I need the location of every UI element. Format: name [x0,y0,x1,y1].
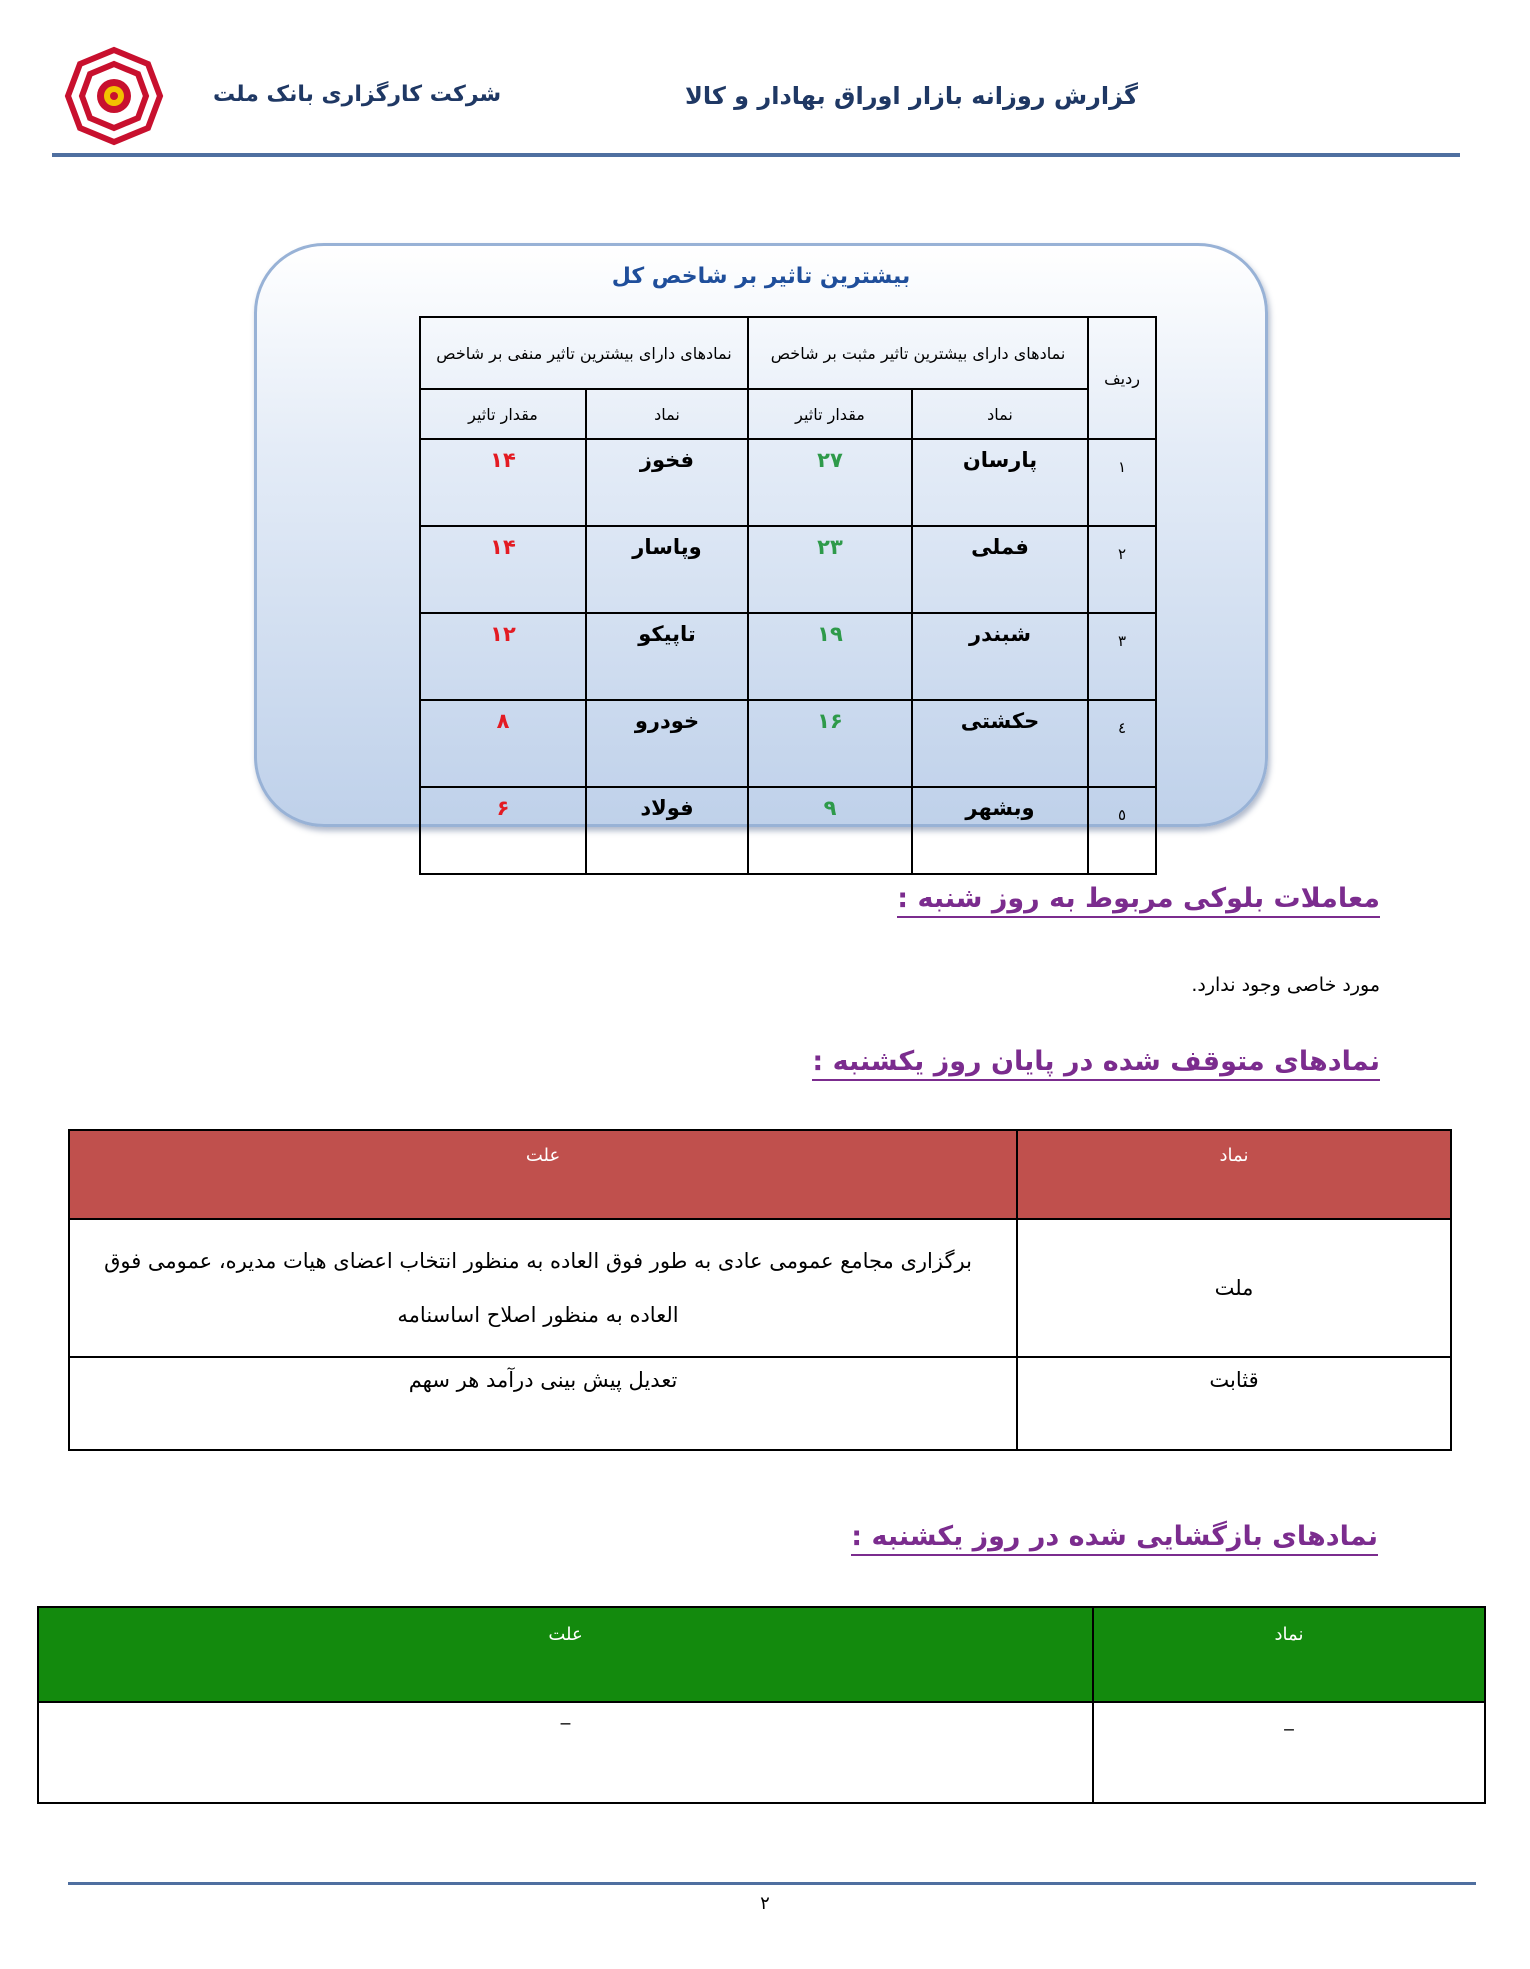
table-row [420,613,1156,700]
company-name: شرکت کارگزاری بانک ملت [213,82,502,107]
table-row [420,787,1156,874]
col-symbol-header: نماد [912,389,1088,439]
stopped-table [68,1129,1452,1451]
stopped-symbol: قثابت [1017,1357,1451,1450]
footer-divider [68,1882,1476,1885]
positive-value: ۱۶ [748,700,912,787]
stopped-heading: نمادهای متوقف شده در پایان روز یکشنبه : [812,1046,1380,1081]
positive-value: ۱۹ [748,613,912,700]
col-symbol-header: نماد [1093,1607,1485,1702]
table-row [420,526,1156,613]
col-reason-header: علت [69,1130,1017,1219]
stopped-symbol: ملت [1017,1219,1451,1357]
reopened-reason: _ [38,1702,1093,1803]
stopped-reason: برگزاری مجامع عمومی عادی به طور فوق العاده به منظور انتخاب اعضای هیات مدیره، عمومی فوق العاده به منظور اصلاح اساسنامه [69,1219,1017,1357]
negative-symbol: فخوز [586,439,748,526]
stopped-reason: تعدیل پیش بینی درآمد هر سهم [69,1357,1017,1450]
negative-group-header: نمادهای دارای بیشترین تاثیر منفی بر شاخص [420,317,748,389]
col-symbol-header: نماد [1017,1130,1451,1219]
block-trades-heading: معاملات بلوکی مربوط به روز شنبه : [897,883,1380,918]
reopened-table [37,1606,1486,1804]
positive-symbol: پارسان [912,439,1088,526]
negative-value: ۱۴ [420,526,586,613]
positive-value: ۹ [748,787,912,874]
positive-value: ۲۷ [748,439,912,526]
row-number: ۱ [1088,439,1156,526]
negative-symbol: تاپیکو [586,613,748,700]
positive-symbol: وبشهر [912,787,1088,874]
col-symbol-header: نماد [586,389,748,439]
header-divider [52,153,1460,157]
positive-value: ۲۳ [748,526,912,613]
page-number: ۲ [760,1893,770,1914]
positive-symbol: حکشتی [912,700,1088,787]
row-number: ٤ [1088,700,1156,787]
negative-symbol: فولاد [586,787,748,874]
positive-symbol: فملی [912,526,1088,613]
row-number: ٥ [1088,787,1156,874]
reopened-symbol: _ [1093,1702,1485,1803]
index-impact-panel [254,243,1268,827]
report-title: گزارش روزانه بازار اوراق بهادار و کالا [684,82,1138,110]
positive-group-header: نمادهای دارای بیشترین تاثیر مثبت بر شاخص [748,317,1088,389]
table-row [420,439,1156,526]
negative-value: ۱۲ [420,613,586,700]
bank-mellat-logo [64,46,164,146]
block-trades-note: مورد خاصی وجود ندارد. [1191,974,1380,996]
impact-table [419,316,1157,875]
col-reason-header: علت [38,1607,1093,1702]
row-number: ۳ [1088,613,1156,700]
table-row [38,1702,1485,1803]
negative-value: ۸ [420,700,586,787]
col-amount-header: مقدار تاثیر [420,389,586,439]
negative-symbol: وپاسار [586,526,748,613]
impact-title: بیشترین تاثیر بر شاخص کل [611,264,911,289]
negative-value: ۶ [420,787,586,874]
col-amount-header: مقدار تاثیر [748,389,912,439]
table-row [69,1357,1451,1450]
negative-value: ۱۴ [420,439,586,526]
negative-symbol: خودرو [586,700,748,787]
col-row-header: ردیف [1088,317,1156,439]
row-number: ۲ [1088,526,1156,613]
positive-symbol: شبندر [912,613,1088,700]
table-row [69,1219,1451,1357]
table-row [420,700,1156,787]
reopened-heading: نمادهای بازگشایی شده در روز یکشنبه : [851,1521,1378,1556]
